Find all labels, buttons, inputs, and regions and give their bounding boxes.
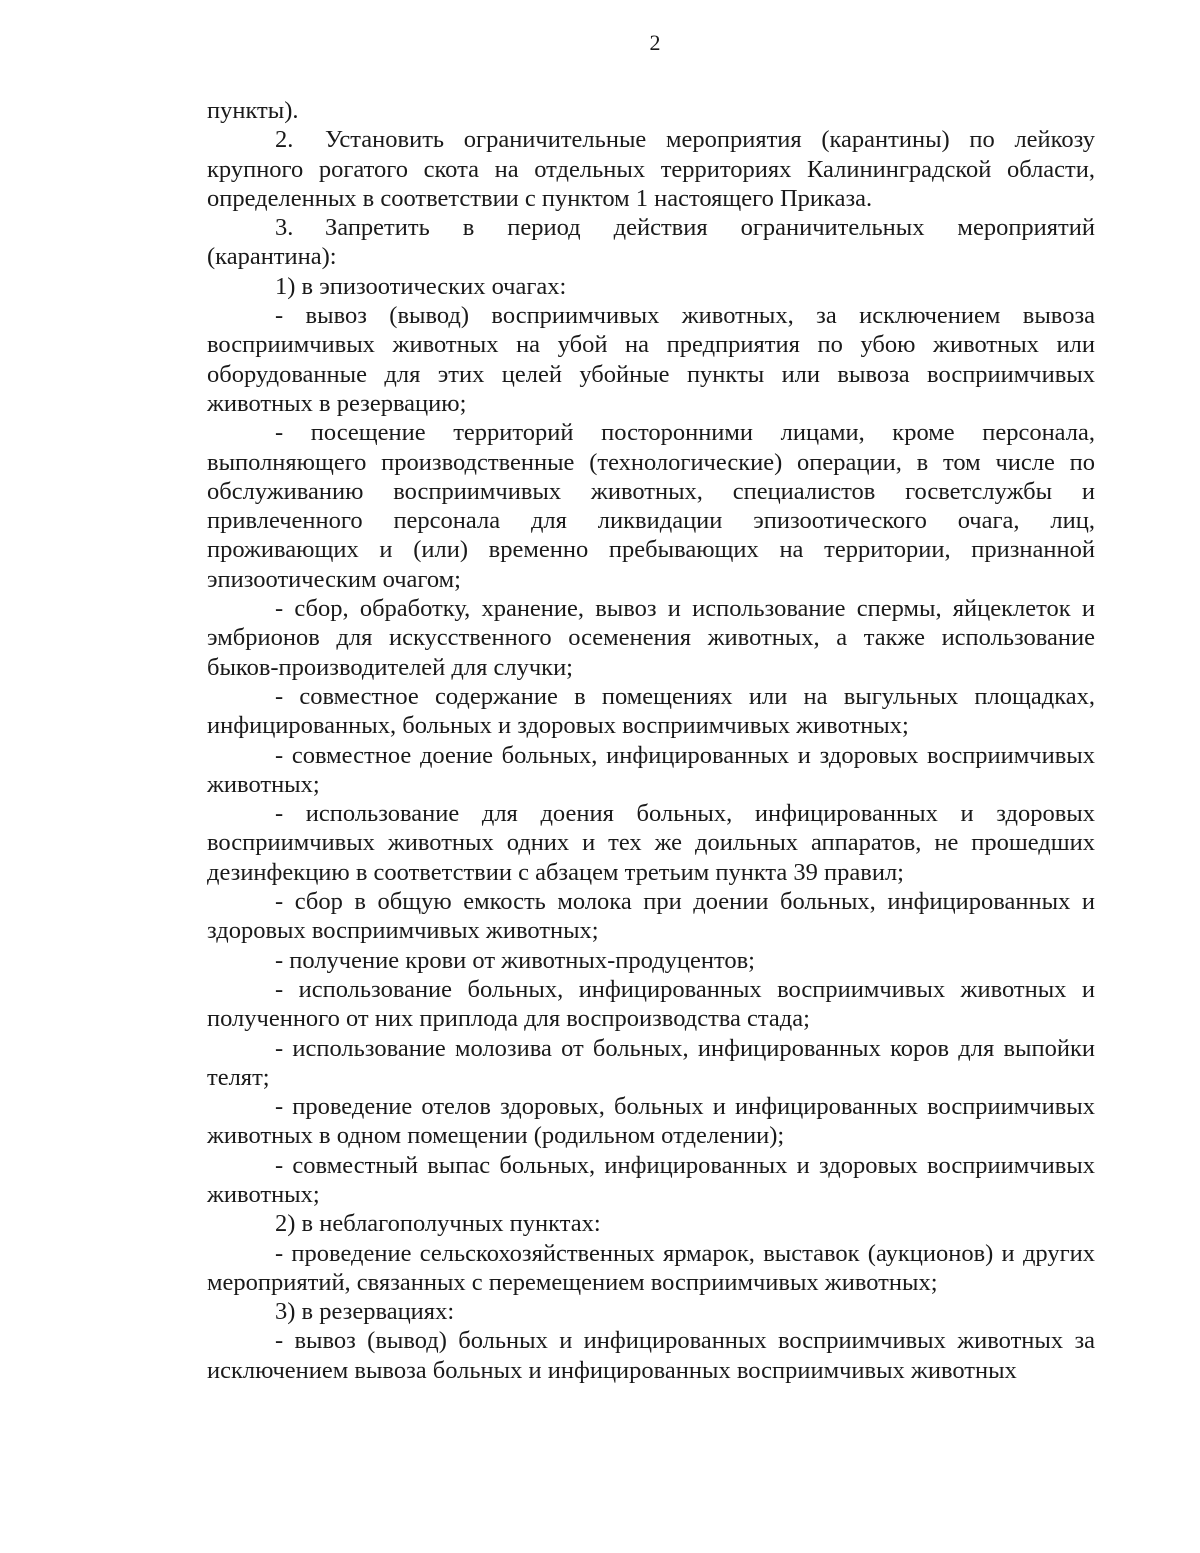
list-item: - совместное содержание в помещениях или на выгульных площадках, инфицированных, больных и здоровых восприимчивых животных; (207, 682, 1095, 740)
list-item: - проведение отелов здоровых, больных и инфицированных восприимчивых животных в одном помещении (родильном отделении); (207, 1093, 1095, 1150)
paragraph-number: 3. (275, 214, 294, 242)
paragraph-text: Запретить в период действия ограничительных мероприятий (карантина): (207, 214, 1095, 271)
page-number: 2 (649, 30, 661, 55)
numbered-paragraph-2 (207, 125, 1095, 213)
list-item: - сбор в общую емкость молока при доении больных, инфицированных и здоровых восприимчивых животных; (207, 888, 1095, 945)
list-item: - проведение сельскохозяйственных ярмарок, выставок (аукционов) и других мероприятий, связанных с перемещением восприимчивых животных; (207, 1239, 1095, 1296)
numbered-paragraph-3 (207, 213, 1095, 272)
list-item: - получение крови от животных-продуцентов; (275, 946, 755, 974)
list-item: - посещение территорий посторонними лицами, кроме персонала, выполняющего производственные (технологические) операции, в том числе по обслуживанию восприимчивых животных, специалистов госветслужбы и привлеченного персонала для ликвидации эпизоотического очага, лиц, проживающих и (или) временно пребывающих на территории, признанной эпизоотическим очагом; (207, 419, 1095, 593)
paragraph-number: 2. (275, 126, 294, 154)
list-item: - вывоз (вывод) больных и инфицированных восприимчивых животных за исключением вывоза больных и инфицированных восприимчивых животных (207, 1327, 1095, 1384)
subheading-unfavorable-points: 2) в неблагополучных пунктах: (275, 1210, 601, 1238)
document-body (207, 96, 1095, 1385)
list-item: - совместный выпас больных, инфицированных и здоровых восприимчивых животных; (207, 1151, 1095, 1208)
list-item: - сбор, обработку, хранение, вывоз и использование спермы, яйцеклеток и эмбрионов для искусственного осеменения животных, а также использование быков-производителей для случки; (207, 595, 1095, 681)
list-item: - использование молозива от больных, инфицированных коров для выпойки телят; (207, 1034, 1095, 1091)
subheading-reservations: 3) в резервациях: (275, 1298, 455, 1326)
paragraph-text: Установить ограничительные мероприятия (карантины) по лейкозу крупного рогатого скота на отдельных территориях Калининградской области, определенных в соответствии с пунктом 1 настоящего Приказа. (207, 126, 1095, 212)
subheading-epizootic-foci: 1) в эпизоотических очагах: (275, 272, 567, 300)
continuation-text: пункты). (207, 97, 299, 124)
list-item: - использование для доения больных, инфицированных и здоровых восприимчивых животных одних и тех же доильных аппаратов, не прошедших дезинфекцию в соответствии с абзацем третьим пункта 39 правил; (207, 800, 1095, 886)
list-item: - вывоз (вывод) восприимчивых животных, за исключением вывоза восприимчивых животных на убой на предприятия по убою животных или оборудованные для этих целей убойные пункты или вывоза восприимчивых животных в резервацию; (207, 302, 1095, 417)
list-item: - использование больных, инфицированных восприимчивых животных и полученного от них приплода для воспроизводства стада; (207, 975, 1095, 1033)
list-item: - совместное доение больных, инфицированных и здоровых восприимчивых животных; (207, 741, 1095, 798)
